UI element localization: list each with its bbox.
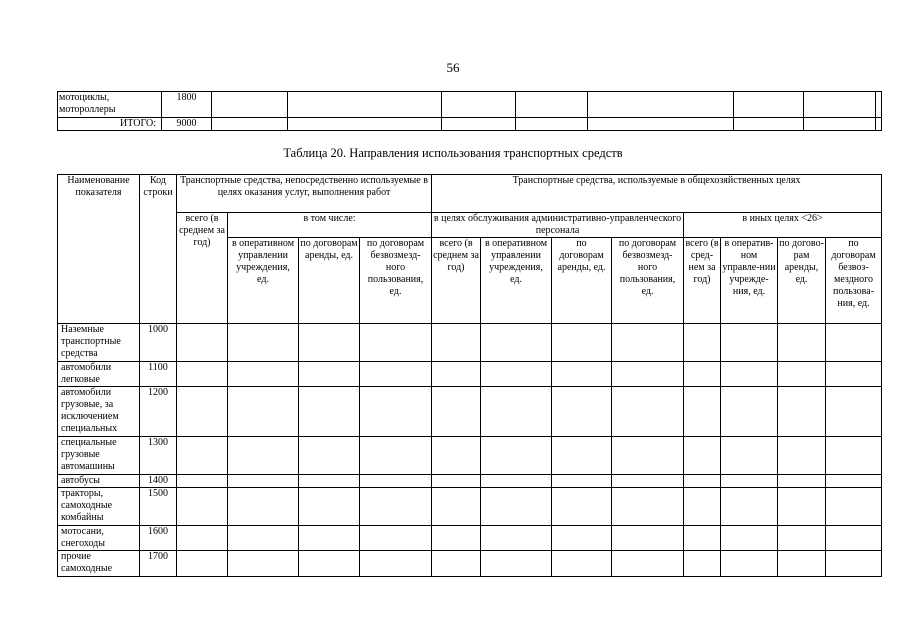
empty-cell [552,488,612,526]
empty-cell [552,551,612,577]
empty-cell [721,362,778,387]
empty-cell [228,475,299,488]
header-row [58,213,882,238]
table-row [58,324,882,362]
empty-cell [360,488,432,526]
total-label: ИТОГО: [58,118,162,131]
empty-cell [552,437,612,475]
empty-cell [516,118,588,131]
empty-cell [684,526,721,551]
empty-cell [721,387,778,437]
row-name: тракторы, самоходные комбайны [58,488,140,526]
empty-cell [177,551,228,577]
empty-cell [876,92,882,118]
empty-cell [360,526,432,551]
empty-cell [360,362,432,387]
empty-cell [432,324,481,362]
empty-cell [432,362,481,387]
header-admin-total: всего (в среднем за год) [432,238,481,324]
empty-cell [360,324,432,362]
empty-cell [177,324,228,362]
header-direct-lease: по договорам аренды, ед. [299,238,360,324]
empty-cell [721,437,778,475]
empty-cell [228,551,299,577]
empty-cell [212,92,288,118]
vehicle-usage-table [57,174,882,577]
empty-cell [552,475,612,488]
empty-cell [177,387,228,437]
empty-cell [612,551,684,577]
empty-cell [481,475,552,488]
empty-cell [734,92,804,118]
empty-cell [612,437,684,475]
row-name: автобусы [58,475,140,488]
empty-cell [826,475,882,488]
empty-cell [778,437,826,475]
empty-cell [552,387,612,437]
empty-cell [684,475,721,488]
header-other-purpose: в иных целях <26> [684,213,882,238]
header-row [58,175,882,213]
empty-cell [432,488,481,526]
empty-cell [228,488,299,526]
empty-cell [684,362,721,387]
header-code: Код строки [140,175,177,324]
empty-cell [299,387,360,437]
empty-cell [299,324,360,362]
empty-cell [432,526,481,551]
empty-cell [481,362,552,387]
header-admin-free-use: по договорам безвозмезд-ного пользования, ед. [612,238,684,324]
empty-cell [552,362,612,387]
empty-cell [299,526,360,551]
empty-cell [177,488,228,526]
empty-cell [552,324,612,362]
empty-cell [684,488,721,526]
table-row [58,92,882,118]
row-name: мотосани, снегоходы [58,526,140,551]
empty-cell [228,324,299,362]
empty-cell [826,551,882,577]
empty-cell [360,475,432,488]
empty-cell [588,92,734,118]
table-row [58,475,882,488]
empty-cell [734,118,804,131]
empty-cell [481,551,552,577]
empty-cell [804,92,876,118]
table-title: Таблица 20. Направления использования транспортных средств [283,146,623,160]
empty-cell [228,362,299,387]
row-code: 1700 [140,551,177,577]
empty-cell [778,551,826,577]
empty-cell [432,437,481,475]
empty-cell [228,526,299,551]
row-code: 1000 [140,324,177,362]
empty-cell [612,475,684,488]
empty-cell [804,118,876,131]
empty-cell [360,387,432,437]
table-row [58,526,882,551]
empty-cell [481,437,552,475]
empty-cell [826,526,882,551]
empty-cell [612,324,684,362]
header-other-total: всего (в сред-нем за год) [684,238,721,324]
empty-cell [826,437,882,475]
empty-cell [481,488,552,526]
empty-cell [721,475,778,488]
header-direct-total: всего (в среднем за год) [177,213,228,324]
empty-cell [778,526,826,551]
header-other-free-use: по договорам безвоз-мездного пользова-ния, ед. [826,238,882,324]
row-code: 1400 [140,475,177,488]
empty-cell [299,551,360,577]
empty-cell [360,551,432,577]
empty-cell [876,118,882,131]
header-direct-including: в том числе: [228,213,432,238]
header-direct-use: Транспортные средства, непосредственно используемые в целях оказания услуг, выполнения работ [177,175,432,213]
table-row [58,118,882,131]
empty-cell [516,92,588,118]
table-row [58,362,882,387]
empty-cell [299,475,360,488]
empty-cell [778,387,826,437]
empty-cell [177,526,228,551]
empty-cell [442,118,516,131]
header-admin-operational: в оперативном управлении учреждения, ед. [481,238,552,324]
empty-cell [228,437,299,475]
continuation-table [57,91,882,131]
empty-cell [288,92,442,118]
empty-cell [177,362,228,387]
empty-cell [826,362,882,387]
empty-cell [360,437,432,475]
empty-cell [721,324,778,362]
empty-cell [552,526,612,551]
header-other-lease: по догово-рам аренды, ед. [778,238,826,324]
empty-cell [721,526,778,551]
empty-cell [826,488,882,526]
empty-cell [684,551,721,577]
empty-cell [288,118,442,131]
empty-cell [442,92,516,118]
empty-cell [432,387,481,437]
header-general-use: Транспортные средства, используемые в общехозяйственных целях [432,175,882,213]
empty-cell [481,526,552,551]
row-code: 1500 [140,488,177,526]
empty-cell [299,362,360,387]
empty-cell [778,475,826,488]
empty-cell [432,475,481,488]
table-row [58,387,882,437]
empty-cell [778,488,826,526]
empty-cell [481,324,552,362]
empty-cell [612,387,684,437]
row-code: 1200 [140,387,177,437]
row-code: 1600 [140,526,177,551]
header-admin-lease: по договорам аренды, ед. [552,238,612,324]
empty-cell [588,118,734,131]
empty-cell [612,488,684,526]
empty-cell [481,387,552,437]
table-row [58,488,882,526]
empty-cell [299,488,360,526]
empty-cell [684,324,721,362]
header-name: Наименование показателя [58,175,140,324]
table-row [58,437,882,475]
empty-cell [228,387,299,437]
row-code: 9000 [162,118,212,131]
page-number: 56 [446,60,460,75]
empty-cell [684,437,721,475]
row-name: автомобили грузовые, за исключением специальных [58,387,140,437]
row-name: прочие самоходные [58,551,140,577]
empty-cell [721,551,778,577]
empty-cell [212,118,288,131]
empty-cell [299,437,360,475]
row-name: мотоциклы, мотороллеры [58,92,162,118]
empty-cell [721,488,778,526]
empty-cell [177,437,228,475]
empty-cell [826,324,882,362]
row-name: специальные грузовые автомашины [58,437,140,475]
empty-cell [612,362,684,387]
empty-cell [684,387,721,437]
header-other-operational: в оператив-ном управле-нии учрежде-ния, ед. [721,238,778,324]
empty-cell [612,526,684,551]
empty-cell [778,324,826,362]
table-row [58,551,882,577]
empty-cell [778,362,826,387]
header-direct-operational: в оперативном управлении учреждения, ед. [228,238,299,324]
header-direct-free-use: по договорам безвозмезд-ного пользования, ед. [360,238,432,324]
row-name: автомобили легковые [58,362,140,387]
header-admin-purpose: в целях обслуживания административно-управленческого персонала [432,213,684,238]
empty-cell [826,387,882,437]
row-code: 1100 [140,362,177,387]
row-code: 1300 [140,437,177,475]
row-name: Наземные транспортные средства [58,324,140,362]
empty-cell [432,551,481,577]
empty-cell [177,475,228,488]
row-code: 1800 [162,92,212,118]
